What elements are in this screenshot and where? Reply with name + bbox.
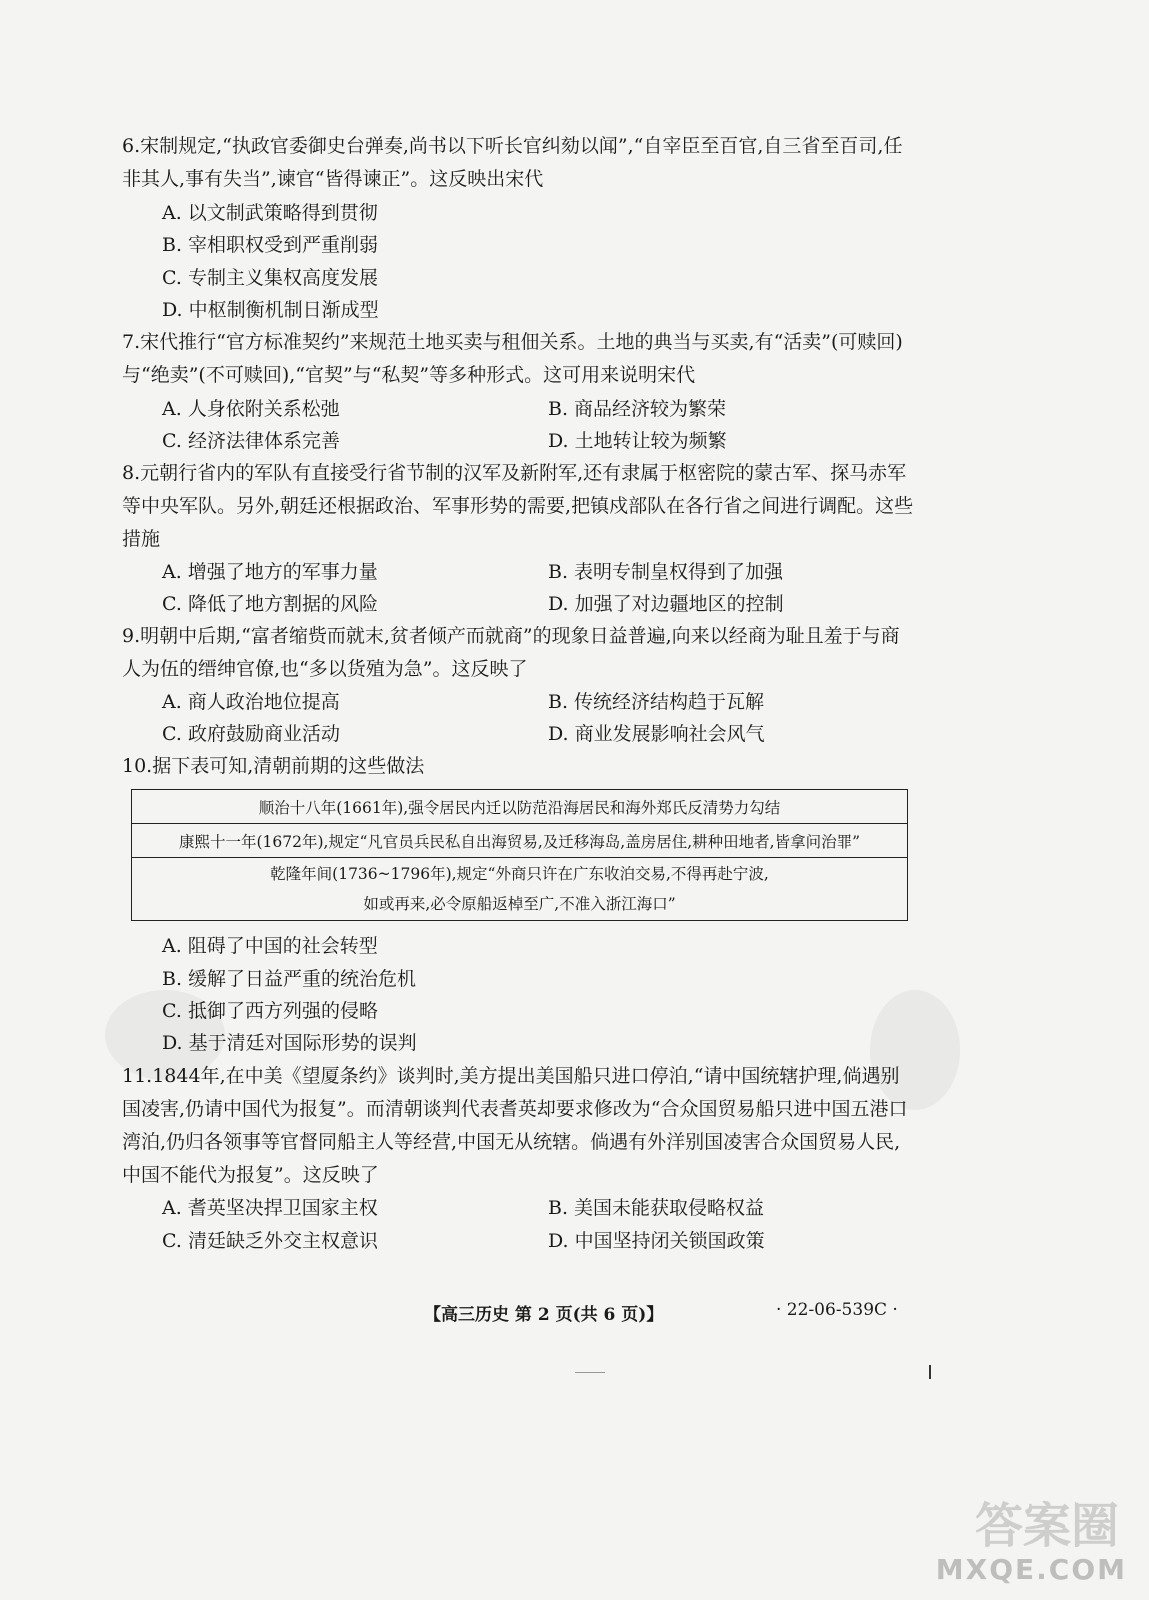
table-cell [132,858,908,921]
scan-mark [575,1372,605,1373]
table-cell-line: 乾隆年间(1736~1796年),规定“外商只许在广东收泊交易,不得再赴宁波, [270,865,769,883]
question-6 [122,130,917,196]
table-row [132,790,908,824]
q7-option-d[interactable]: D. 土地转让较为频繁 [548,430,727,452]
qing-policy-table [131,789,908,921]
table-row [132,858,908,921]
q6-option-b[interactable]: B. 宰相职权受到严重削弱 [162,234,379,256]
table-cell: 康熙十一年(1672年),规定“凡官员兵民私自出海贸易,及迁移海岛,盖房居住,耕种田地者,皆拿问治罪” [132,824,908,858]
question-10-stem: 10.据下表可知,清朝前期的这些做法 [122,755,425,777]
q11-option-a[interactable]: A. 耆英坚决捍卫国家主权 [162,1197,378,1219]
q10-option-d[interactable]: D. 基于清廷对国际形势的误判 [162,1032,417,1054]
q7-option-b[interactable]: B. 商品经济较为繁荣 [548,398,727,420]
q6-option-c[interactable]: C. 专制主义集权高度发展 [162,267,378,289]
q7-option-c[interactable]: C. 经济法律体系完善 [162,430,340,452]
q10-option-a[interactable]: A. 阻碍了中国的社会转型 [162,935,378,957]
q9-option-a[interactable]: A. 商人政治地位提高 [162,691,340,713]
page-footer: 【高三历史 第 2 页(共 6 页)】 [424,1305,664,1325]
q8-option-b[interactable]: B. 表明专制皇权得到了加强 [548,561,784,583]
watermark-logo: 答案圈 [974,1498,1119,1554]
q11-option-d[interactable]: D. 中国坚持闭关锁国政策 [548,1230,765,1252]
q8-option-a[interactable]: A. 增强了地方的军事力量 [162,561,378,583]
table-row [132,824,908,858]
scan-mark [929,1365,931,1379]
q11-option-b[interactable]: B. 美国未能获取侵略权益 [548,1197,765,1219]
q10-option-c[interactable]: C. 抵御了西方列强的侵略 [162,1000,378,1022]
question-7 [122,326,917,392]
q10-option-b[interactable]: B. 缓解了日益严重的统治危机 [162,968,417,990]
question-7-stem: 7.宋代推行“官方标准契约”来规范土地买卖与租佃关系。土地的典当与买卖,有“活卖”(可赎回)与“绝卖”(不可赎回),“官契”与“私契”等多种形式。这可用来说明宋代 [122,331,903,386]
table-cell: 顺治十八年(1661年),强令居民内迁以防范沿海居民和海外郑氏反清势力勾结 [132,790,908,824]
question-8-stem: 8.元朝行省内的军队有直接受行省节制的汉军及新附军,还有隶属于枢密院的蒙古军、探马赤军等中央军队。另外,朝廷还根据政治、军事形势的需要,把镇戍部队在各行省之间进行调配。这些措施 [122,462,914,550]
q8-option-d[interactable]: D. 加强了对边疆地区的控制 [548,593,784,615]
q9-option-c[interactable]: C. 政府鼓励商业活动 [162,723,340,745]
q11-option-c[interactable]: C. 清廷缺乏外交主权意识 [162,1230,378,1252]
question-11-stem: 11.1844年,在中美《望厦条约》谈判时,美方提出美国船只进口停泊,“请中国统辖护理,倘遇别国凌害,仍请中国代为报复”。而清朝谈判代表耆英却要求修改为“合众国贸易船只进中国五港口湾泊,仍归各领事等官督同船主人等经营,中国无从统辖。倘遇有外洋别国凌害合众国贸易人民,中国不能代为报复”。这反映了 [122,1065,908,1186]
q9-option-d[interactable]: D. 商业发展影响社会风气 [548,723,765,745]
q6-option-a[interactable]: A. 以文制武策略得到贯彻 [162,202,378,224]
q8-option-c[interactable]: C. 降低了地方割据的风险 [162,593,378,615]
exam-code: · 22-06-539C · [776,1300,898,1320]
question-9 [122,620,917,686]
question-8 [122,457,917,556]
question-11 [122,1060,917,1192]
question-9-stem: 9.明朝中后期,“富者缩赀而就末,贫者倾产而就商”的现象日益普遍,向来以经商为耻且羞于与商人为伍的缙绅官僚,也“多以货殖为急”。这反映了 [122,625,900,680]
watermark-url: MXQE.COM [935,1553,1127,1586]
q9-option-b[interactable]: B. 传统经济结构趋于瓦解 [548,691,765,713]
q6-option-d[interactable]: D. 中枢制衡机制日渐成型 [162,299,379,321]
question-10 [122,750,917,783]
q7-option-a[interactable]: A. 人身依附关系松弛 [162,398,340,420]
table-cell-line: 如或再来,必令原船返棹至广,不准入浙江海口” [363,895,676,913]
question-6-stem: 6.宋制规定,“执政官委御史台弹奏,尚书以下听长官纠劾以闻”,“自宰臣至百官,自三省至百司,任非其人,事有失当”,谏官“皆得谏正”。这反映出宋代 [122,135,903,190]
